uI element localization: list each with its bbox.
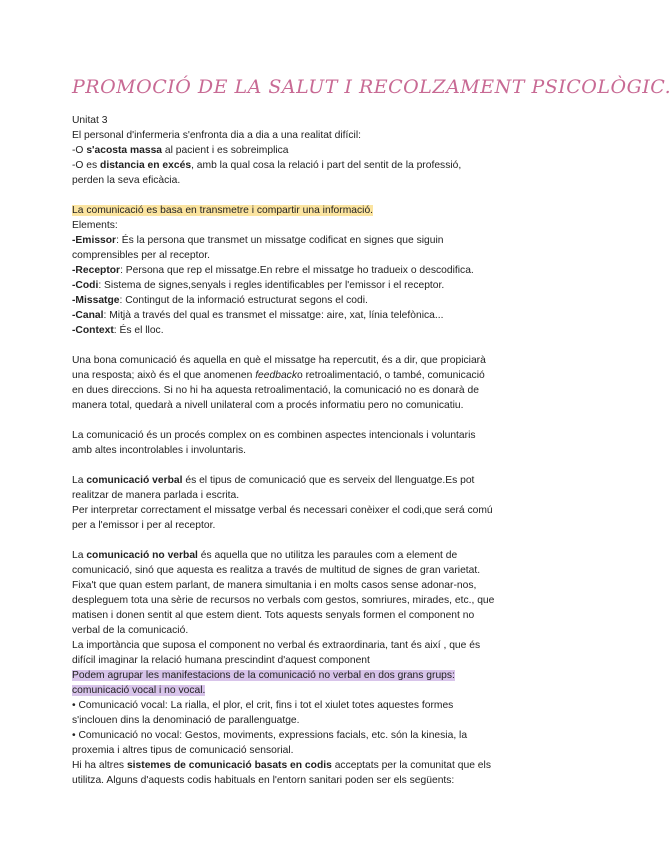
element-description: : Contingut de la informació estructurat segons el codi.: [119, 295, 368, 306]
highlighted-line: Podem agrupar les manifestacions de la comunicació no verbal en dos grans grups:: [72, 670, 455, 681]
element-name: -Receptor: [72, 265, 121, 276]
paragraph-line: en dues direccions. Si no hi ha aquesta retroalimentació, la comunicació no es donarà de: [72, 385, 479, 396]
paragraph-line: La comunicació no verbal és aquella que no utilitza les paraules com a element de: [72, 550, 458, 561]
intro-item-cont: perden la seva eficàcia.: [72, 175, 181, 186]
paragraph-line: Per interpretar correctament el missatge verbal és necessari conèixer el codi,que será comú: [72, 505, 493, 516]
paragraph-line: comunicació, sinó que aquesta es realitza a través de multitud de signes de gran varietat.: [72, 565, 481, 576]
element-item: [72, 233, 532, 248]
bullet-item-cont: s'inclouen dins la denominació de parallenguatge.: [72, 715, 300, 726]
element-description: comprensibles per al receptor.: [72, 250, 210, 261]
paragraph-line: una resposta; això és el que anomenen feedbacko retroalimentació, o també, comunicació: [72, 370, 485, 381]
element-item: [72, 248, 532, 263]
page-title: PROMOCIÓ DE LA SALUT I RECOLZAMENT PSICOLÒGIC.: [72, 76, 671, 98]
unit-label: Unitat 3: [72, 115, 108, 126]
paragraph-line: La importància que suposa el component no verbal és extraordinaria, tant és així , que és: [72, 640, 481, 651]
highlighted-line: comunicació vocal i no vocal.: [72, 685, 206, 696]
paragraph-line: Fixa't que quan estem parlant, de manera simultania i en molts casos sense adonar-nos,: [72, 580, 477, 591]
paragraph-line: difícil imaginar la relació humana prescindint d'aquest component: [72, 655, 370, 666]
paragraph-line: realitzar de manera parlada i escrita.: [72, 490, 240, 501]
element-description: : Sistema de signes,senyals i regles identificables per l'emissor i el receptor.: [98, 280, 445, 291]
paragraph-line: manera total, quedarà a nivell unilateral com a procés informatiu pero no comunicatiu.: [72, 400, 464, 411]
element-description: : Persona que rep el missatge.En rebre el missatge ho tradueix o descodifica.: [120, 265, 474, 276]
element-item: [72, 293, 532, 308]
paragraph-line: La comunicació és un procés complex on es combinen aspectes intencionals i voluntaris: [72, 430, 476, 441]
bullet-item-cont: proxemia i altres tipus de comunicació sensorial.: [72, 745, 294, 756]
elements-list: [72, 233, 532, 338]
element-description: : És el lloc.: [113, 325, 164, 336]
intro-item: -O s'acosta massa al pacient i es sobreimplica: [72, 145, 289, 156]
element-name: -Context: [72, 325, 114, 336]
paragraph-line: amb altes incontrolables i involuntaris.: [72, 445, 246, 456]
element-item: [72, 278, 532, 293]
paragraph-line: per a l'emissor i per al receptor.: [72, 520, 216, 531]
element-description: : Mitjà a través del qual es transmet el missatge: aire, xat, línia telefònica...: [103, 310, 444, 321]
element-name: -Codi: [72, 280, 99, 291]
document-body: [72, 113, 532, 788]
element-name: -Canal: [72, 310, 104, 321]
paragraph-line: Hi ha altres sistemes de comunicació basats en codis acceptats per la comunitat que els: [72, 760, 491, 771]
paragraph-line: La comunicació verbal és el tipus de comunicació que es serveix del llenguatge.Es pot: [72, 475, 475, 486]
intro-line: El personal d'infermeria s'enfronta dia a dia a una realitat difícil:: [72, 130, 361, 141]
element-item: [72, 323, 532, 338]
intro-item: -O es distancia en excés, amb la qual cosa la relació i part del sentit de la professió,: [72, 160, 462, 171]
paragraph-line: verbal de la comunicació.: [72, 625, 189, 636]
element-name: -Emissor: [72, 235, 117, 246]
highlighted-definition: La comunicació es basa en transmetre i compartir una informació.: [72, 205, 374, 216]
elements-label: Elements:: [72, 220, 118, 231]
bullet-item: • Comunicació no vocal: Gestos, moviments, expressions facials, etc. són la kinesia, la: [72, 730, 468, 741]
element-item: [72, 263, 532, 278]
element-name: -Missatge: [72, 295, 120, 306]
bullet-item: • Comunicació vocal: La rialla, el plor, el crit, fins i tot el xiulet totes aquestes formes: [72, 700, 454, 711]
paragraph-line: utilitza. Alguns d'aquests codis habituals en l'entorn sanitari poden ser els següents:: [72, 775, 455, 786]
element-description: : És la persona que transmet un missatge codificat en signes que siguin: [116, 235, 444, 246]
element-item: [72, 308, 532, 323]
paragraph-line: despleguem tota una sèrie de recursos no verbals com gestos, somriures, mirades, etc., que: [72, 595, 495, 606]
paragraph-line: matisen i donen sentit al que estem dient. Tots aquests senyals formen el component no: [72, 610, 475, 621]
paragraph-line: Una bona comunicació és aquella en què el missatge ha repercutit, és a dir, que propiciarà: [72, 355, 486, 366]
